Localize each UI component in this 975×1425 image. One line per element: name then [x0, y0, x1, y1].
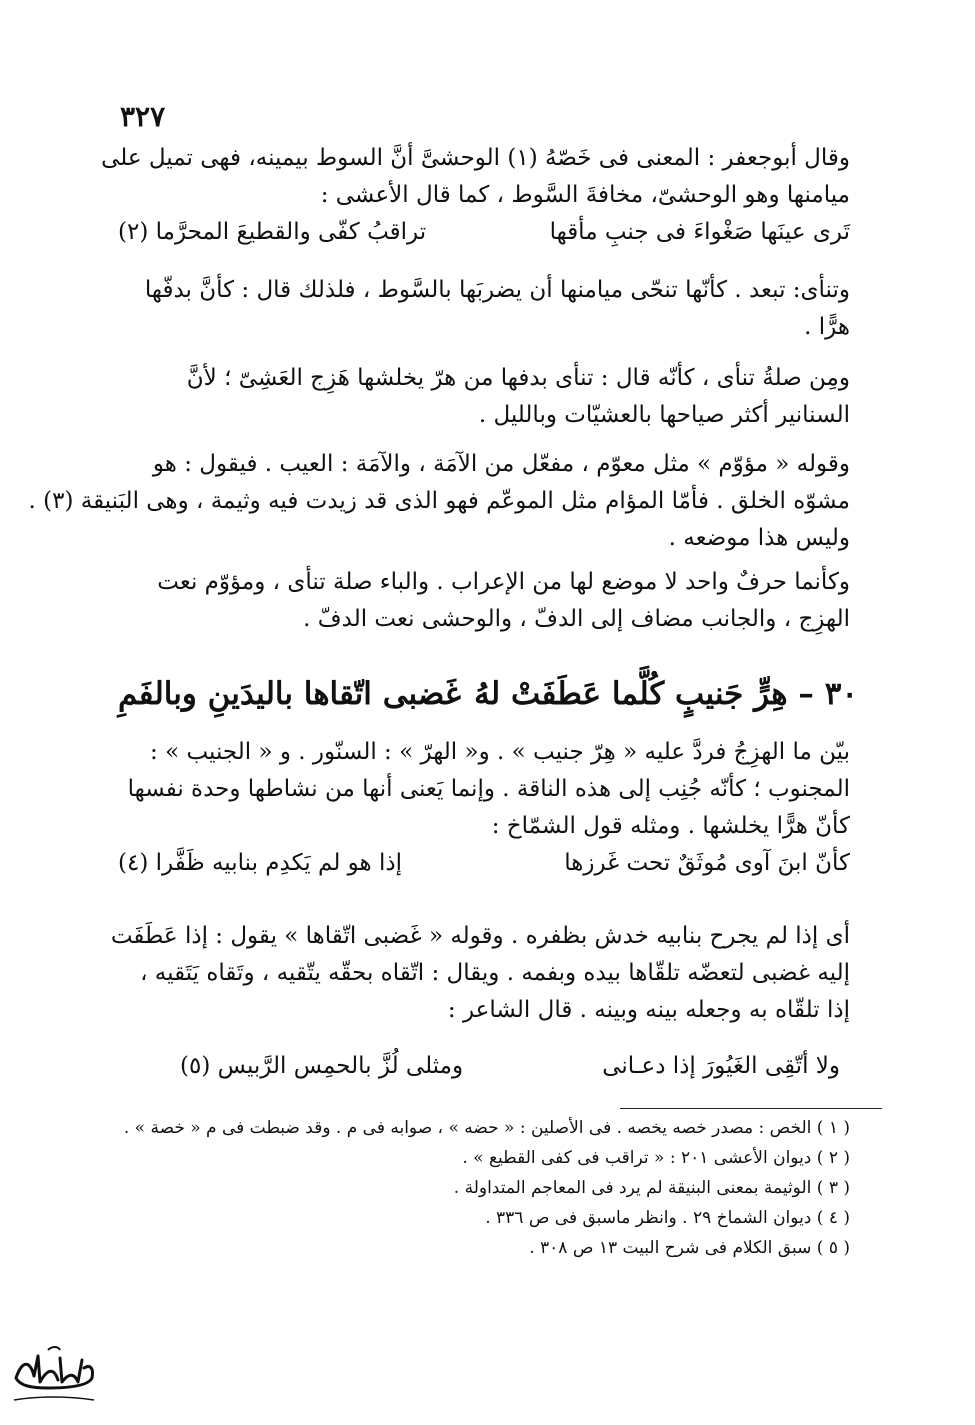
text-line: إذا تلقّاه به وجعله بينه وبينه . قال الشاعر : [447, 997, 850, 1023]
text-line: وليس هذا موضعه . [668, 525, 850, 551]
text-line: كأنّ هرًّا يخلشها . ومثله قول الشمّاخ : [491, 813, 850, 839]
verse-line [118, 214, 850, 251]
verse-block [180, 1048, 840, 1085]
text-line: وقال أبوجعفر : المعنى فى خَصّهُ (١) الوحشىَّ أنَّ السوط بيمينه، فهى تميل على [101, 145, 850, 171]
footnote-3: ( ٣ ) الوثيمة بمعنى البنيقة لم يرد فى المعاجم المتداولة . [453, 1178, 850, 1198]
verse-hemistich-left: تراقبُ كفّى والقطيعَ المحرَّما (٢) [118, 219, 427, 245]
page-number: ٣٢٧ [120, 100, 166, 133]
text-line: ومِن صلةُ تنأى ، كأنّه قال : تنأى بدفها من هرّ يخلشها هَزِج العَشِىّ ؛ لأنَّ [186, 365, 850, 391]
text-line: وتنأى: تبعد . كأنّها تنحّى ميامنها أن يضربَها بالسَّوط ، فلذلك قال : كأنَّ بدفّها [144, 277, 850, 303]
text-line: هرًّا . [804, 314, 850, 340]
text-line: إليه غضبى لتعضّه تلقّاها بيده وبفمه . ويقال : اتّقاه بحقّه يتّقيه ، وتَقاه يَتَقيه ، [140, 960, 850, 986]
numbered-verse-heading [118, 672, 858, 716]
verse-hemistich-right: ولا أتّقِى الغَيُورَ إذا دعـانى [602, 1053, 840, 1079]
verse-line [180, 1048, 840, 1085]
verse-hemistich-right: ٣٠ – هِرٍّ جَنيبٍ كُلَّما عَطَفَتْ لهُ [474, 676, 858, 712]
footnote-2: ( ٢ ) ديوان الأعشى ٢٠١ : « تراقب فى كفى القطيع » . [462, 1148, 850, 1168]
footnote-4: ( ٤ ) ديوان الشماخ ٢٩ . وانظر ماسبق فى ص ٣٣٦ . [485, 1208, 850, 1228]
verse-hemistich-left: غَضبى اتّقاها باليدَينِ وبالفَمِ [118, 676, 461, 712]
verse-hemistich-left: إذا هو لم يَكدِم بنابيه ظَفَّرا (٤) [118, 850, 402, 876]
paragraph-3 [118, 360, 850, 434]
footnote-separator [620, 1108, 882, 1109]
paragraph-1 [101, 140, 850, 251]
footnote-5: ( ٥ ) سبق الكلام فى شرح البيت ١٣ ص ٣٠٨ . [529, 1238, 850, 1258]
verse-hemistich-left: ومثلى لُزَّ بالحمِس الرَّبيس (٥) [180, 1053, 464, 1079]
text-line: الهزِج ، والجانب مضاف إلى الدفّ ، والوحشى نعت الدفّ . [303, 606, 850, 632]
library-stamp-logo [8, 1338, 100, 1410]
paragraph-2 [118, 272, 850, 346]
footnote-1: ( ١ ) الخص : مصدر خصه يخصه . فى الأصلين : « حضه » ، صوابه فى م . وقد ضبطت فى م « خصة » . [123, 1118, 850, 1138]
verse-hemistich-right: كأنّ ابنَ آوى مُوثَقٌ تحت غَرزها [564, 850, 850, 876]
paragraph-7 [110, 918, 850, 1029]
paragraph-4 [28, 446, 850, 557]
footnotes [123, 1113, 850, 1263]
paragraph-6 [118, 734, 850, 882]
text-line: ميامنها وهو الوحشىّ، مخافةَ السَّوط ، كما قال الأعشى : [320, 182, 850, 208]
text-line: وكأنما حرفٌ واحد لا موضع لها من الإعراب . والباء صلة تنأى ، ومؤوّم نعت [157, 569, 850, 595]
verse-line [118, 845, 850, 882]
paragraph-5 [118, 564, 850, 638]
text-line: السنانير أكثر صياحها بالعشيّات وبالليل . [478, 402, 850, 428]
text-line: مشوّه الخلق . فأمّا المؤام مثل الموعّم فهو الذى قد زيدت فيه وثيمة ، وهى البَنيقة (٣) . [28, 488, 850, 514]
text-line: بيّن ما الهزِجُ فردَّ عليه « هِرّ جنيب » . و« الهرّ » : السنّور . و « الجنيب » : [150, 739, 850, 765]
text-line: المجنوب ؛ كأنّه جُنِب إلى هذه الناقة . وإنما يَعنى أنها من نشاطها وحدة نفسها [127, 776, 850, 802]
verse-hemistich-right: تَرى عينَها صَغْواءَ فى جنبِ مأقها [549, 219, 850, 245]
text-line: وقوله « مؤوّم » مثل معوّم ، مفعّل من الآمَة ، والآمَة : العيب . فيقول : هو [152, 451, 850, 477]
text-line: أى إذا لم يجرح بنابيه خدش بظفره . وقوله « غَضبى اتّقاها » يقول : إذا عَطَفَت [110, 923, 850, 949]
